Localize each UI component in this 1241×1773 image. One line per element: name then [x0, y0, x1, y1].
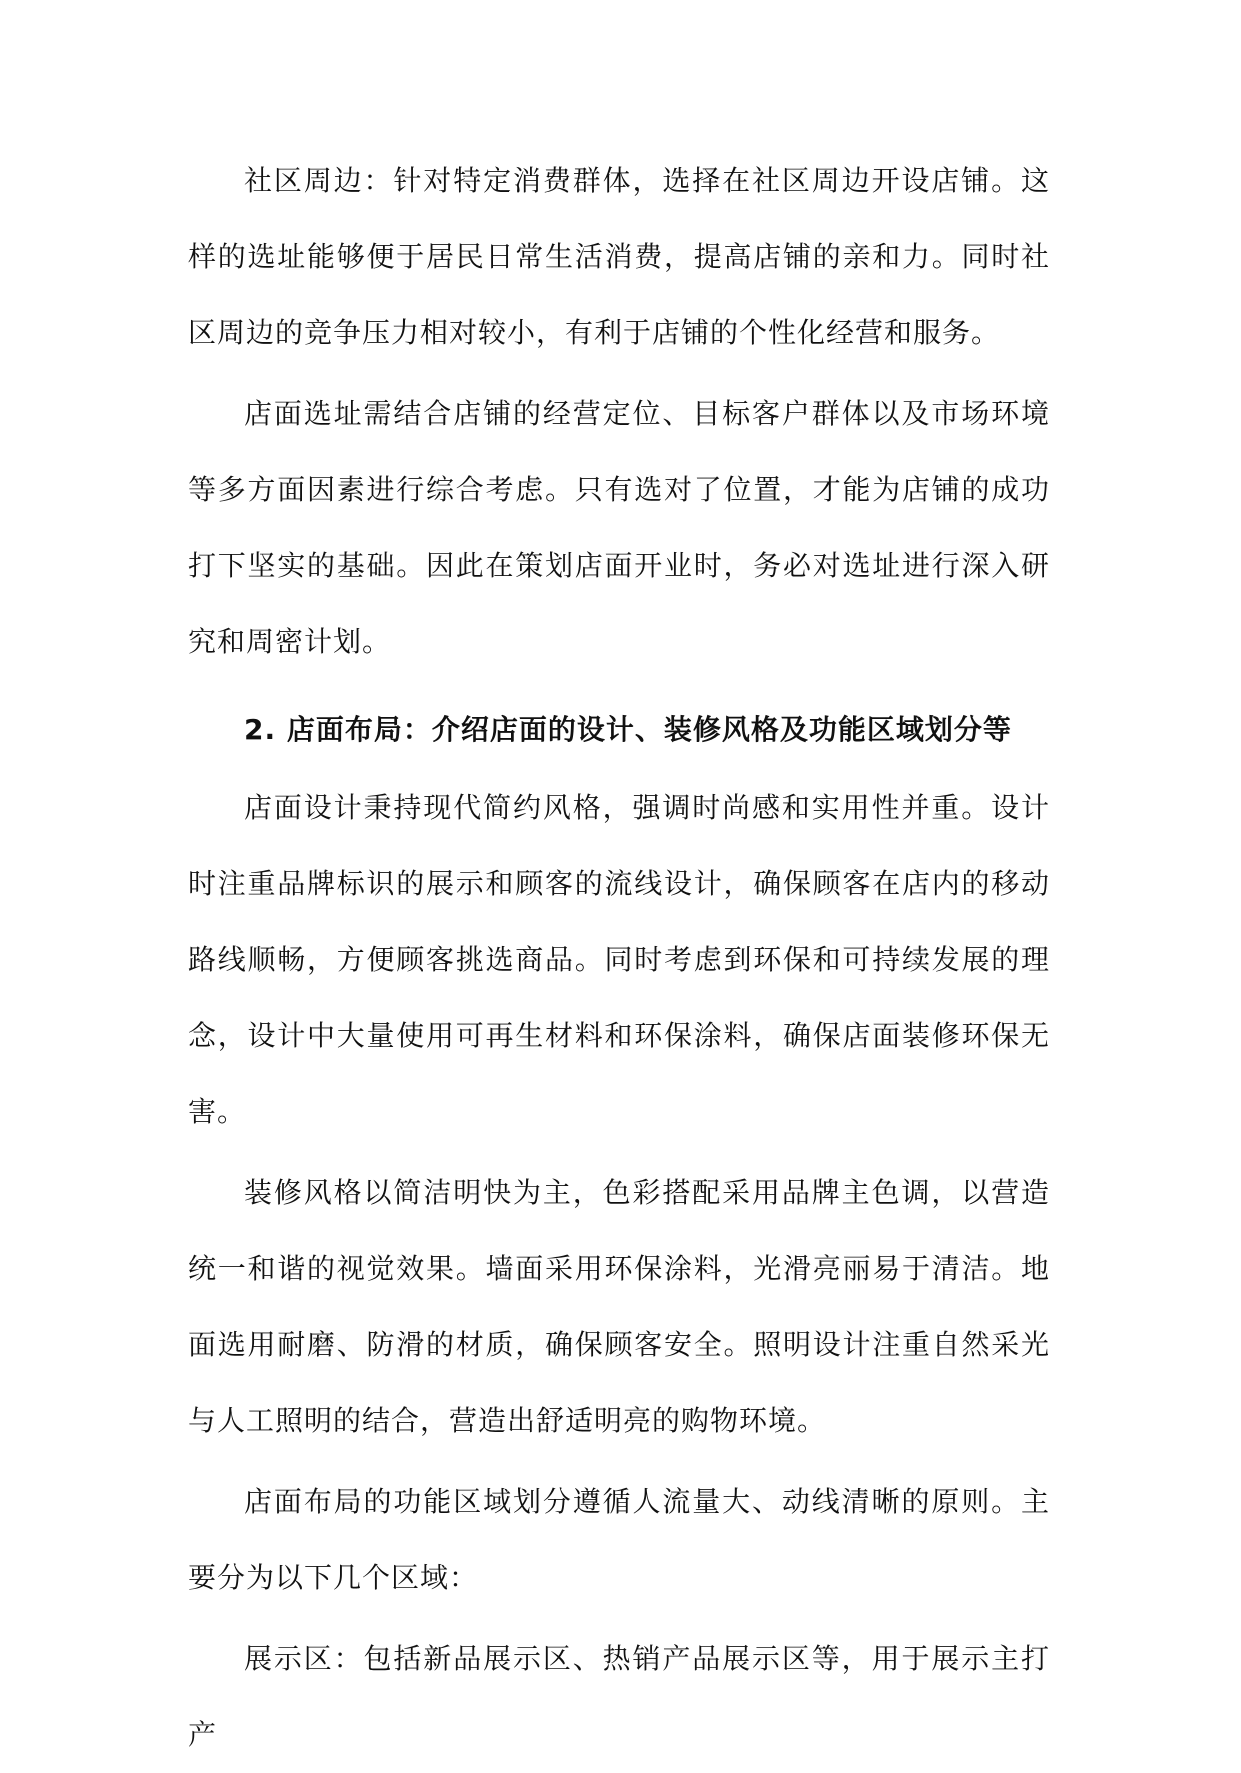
document-body — [188, 143, 1050, 1773]
paragraph-community-surroundings: 社区周边：针对特定消费群体，选择在社区周边开设店铺。这样的选址能够便于居民日常生活消费，提高店铺的亲和力。同时社区周边的竞争压力相对较小，有利于店铺的个性化经营和服务。 — [188, 164, 1050, 349]
section-heading-store-layout: 2. 店面布局：介绍店面的设计、装修风格及功能区域划分等 — [244, 713, 1012, 746]
paragraph-display-area: 展示区：包括新品展示区、热销产品展示区等，用于展示主打产 — [188, 1642, 1050, 1751]
paragraph-functional-zones: 店面布局的功能区域划分遵循人流量大、动线清晰的原则。主要分为以下几个区域： — [188, 1485, 1050, 1594]
paragraph-store-design: 店面设计秉持现代简约风格，强调时尚感和实用性并重。设计时注重品牌标识的展示和顾客的流线设计，确保顾客在店内的移动路线顺畅，方便顾客挑选商品。同时考虑到环保和可持续发展的理念，设计中大量使用可再生材料和环保涂料，确保店面装修环保无害。 — [188, 791, 1050, 1128]
paragraph-decoration-style: 装修风格以简洁明快为主，色彩搭配采用品牌主色调，以营造统一和谐的视觉效果。墙面采用环保涂料，光滑亮丽易于清洁。地面选用耐磨、防滑的材质，确保顾客安全。照明设计注重自然采光与人工照明的结合，营造出舒适明亮的购物环境。 — [188, 1176, 1050, 1437]
paragraph-site-selection-summary: 店面选址需结合店铺的经营定位、目标客户群体以及市场环境等多方面因素进行综合考虑。只有选对了位置，才能为店铺的成功打下坚实的基础。因此在策划店面开业时，务必对选址进行深入研究和周密计划。 — [188, 397, 1050, 658]
